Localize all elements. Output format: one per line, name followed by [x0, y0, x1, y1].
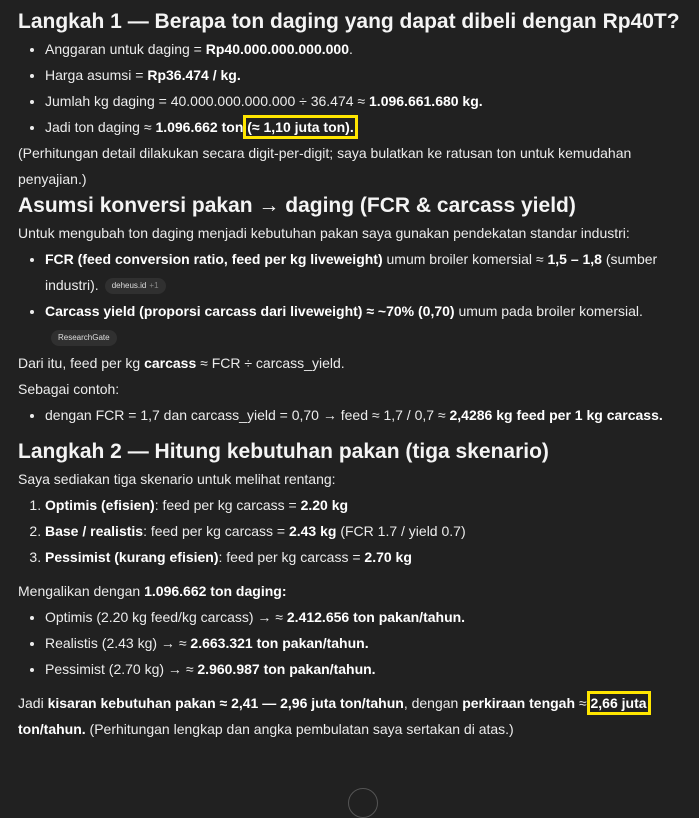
bold-text: perkiraan tengah: [462, 695, 576, 711]
source-chip[interactable]: [51, 330, 117, 346]
text: Asumsi konversi pakan → daging (FCR & carcass yield): [18, 194, 576, 217]
list-item: [45, 604, 681, 630]
list-item: [45, 544, 681, 570]
text: (Perhitungan lengkap dan angka pembulatan saya sertakan di atas.): [85, 721, 514, 737]
text: Sebagai contoh:: [18, 381, 120, 397]
text: Langkah 2 — Hitung kebutuhan pakan (tiga skenario): [18, 440, 549, 463]
bold-text: kisaran kebutuhan pakan ≈ 2,41 — 2,96 juta ton/tahun: [47, 695, 404, 711]
bullet-list: [18, 604, 681, 682]
source-count: +1: [149, 281, 159, 291]
paragraph: [18, 690, 681, 742]
list-item: [45, 630, 681, 656]
list-item: [45, 88, 681, 114]
bold-text: 2.960.987 ton pakan/tahun.: [197, 661, 376, 677]
text: Saya sediakan tiga skenario untuk melihat rentang:: [18, 471, 336, 487]
list-item: [45, 656, 681, 682]
bold-text: Pessimist (kurang efisien): [45, 549, 219, 565]
list-item: [45, 402, 681, 428]
text: Realistis (2.43 kg) → ≈: [45, 635, 191, 651]
bold-text: Base / realistis: [45, 523, 144, 539]
text: (sumber industri).: [45, 251, 658, 293]
scroll-down-button[interactable]: [348, 788, 378, 818]
bold-text: 1.096.661.680 kg.: [369, 93, 483, 109]
text: : feed per kg carcass =: [154, 497, 301, 513]
text: Dari itu, feed per kg: [18, 355, 145, 371]
list-item: [45, 114, 681, 140]
bold-text: 1,5 – 1,8: [547, 251, 602, 267]
text: ≈ FCR ÷ carcass_yield.: [196, 355, 345, 371]
bold-text: Rp36.474 / kg.: [147, 67, 241, 83]
paragraph: [18, 466, 681, 492]
bold-text: Carcass yield (proporsi carcass dari liveweight) ≈ ~70% (0,70): [45, 303, 455, 319]
text: Jumlah kg daging = 40.000.000.000.000 ÷ 36.474 ≈: [45, 93, 370, 109]
paragraph: [18, 220, 681, 246]
bold-text: 2.20 kg: [300, 497, 349, 513]
text: .: [348, 41, 353, 57]
chat-response: [0, 8, 699, 742]
section-heading: [18, 192, 681, 220]
bullet-list: [18, 402, 681, 428]
paragraph: [18, 350, 681, 376]
text: Optimis (2.20 kg feed/kg carcass) → ≈: [45, 609, 287, 625]
bullet-list: [18, 246, 681, 350]
bold-text: 2.663.321 ton pakan/tahun.: [190, 635, 369, 651]
text: dengan FCR = 1,7 dan carcass_yield = 0,70 → feed ≈ 1,7 / 0,7 ≈: [45, 407, 450, 423]
bold-text: FCR (feed conversion ratio, feed per kg liveweight): [45, 251, 383, 267]
section-heading: [18, 438, 681, 466]
text: Harga asumsi =: [45, 67, 148, 83]
text: Anggaran untuk daging =: [45, 41, 206, 57]
source-chip-label: ResearchGate: [58, 333, 110, 343]
text: (FCR 1.7 / yield 0.7): [336, 523, 466, 539]
list-item: [45, 36, 681, 62]
text: Untuk mengubah ton daging menjadi kebutuhan pakan saya gunakan pendekatan standar industri:: [18, 225, 630, 241]
list-item: [45, 246, 681, 298]
bold-text: Rp40.000.000.000.000: [205, 41, 349, 57]
text: Jadi ton daging ≈: [45, 119, 156, 135]
bold-text: carcass: [144, 355, 197, 371]
list-item: [45, 492, 681, 518]
highlighted-text: 2,66 juta: [590, 695, 647, 711]
list-item: [45, 298, 681, 350]
text: Pessimist (2.70 kg) → ≈: [45, 661, 198, 677]
highlighted-text: (≈ 1,10 juta ton).: [247, 119, 354, 135]
list-item: [45, 518, 681, 544]
text: Mengalikan dengan: [18, 583, 145, 599]
paragraph: [18, 376, 681, 402]
numbered-list: [18, 492, 681, 570]
bullet-list: [18, 36, 681, 140]
bold-text: 1.096.662 ton daging:: [144, 583, 287, 599]
bold-text: 2.43 kg: [288, 523, 337, 539]
section-heading: [18, 8, 681, 36]
paragraph: [18, 578, 681, 604]
bold-text: ton/tahun.: [18, 721, 86, 737]
text: Langkah 1 — Berapa ton daging yang dapat dibeli dengan Rp40T?: [18, 10, 680, 33]
text: , dengan: [403, 695, 463, 711]
text: (Perhitungan detail dilakukan secara digit-per-digit; saya bulatkan ke ratusan ton untuk kemudahan penyajian.): [18, 145, 632, 187]
text: : feed per kg carcass =: [143, 523, 289, 539]
text: ≈: [575, 695, 591, 711]
bold-text: Optimis (efisien): [45, 497, 155, 513]
source-chip-label: deheus.id: [111, 281, 147, 291]
text: Jadi: [18, 695, 48, 711]
list-item: [45, 62, 681, 88]
text: umum broiler komersial ≈: [382, 251, 548, 267]
text: umum pada broiler komersial.: [454, 303, 643, 319]
paragraph: [18, 140, 681, 192]
text: : feed per kg carcass =: [218, 549, 365, 565]
bold-text: 2.412.656 ton pakan/tahun.: [286, 609, 466, 625]
bold-text: 2.70 kg: [364, 549, 412, 565]
bold-text: 2,4286 kg feed per 1 kg carcass.: [449, 407, 663, 423]
source-chip[interactable]: [105, 278, 166, 294]
bold-text: 1.096.662 ton: [155, 119, 244, 135]
